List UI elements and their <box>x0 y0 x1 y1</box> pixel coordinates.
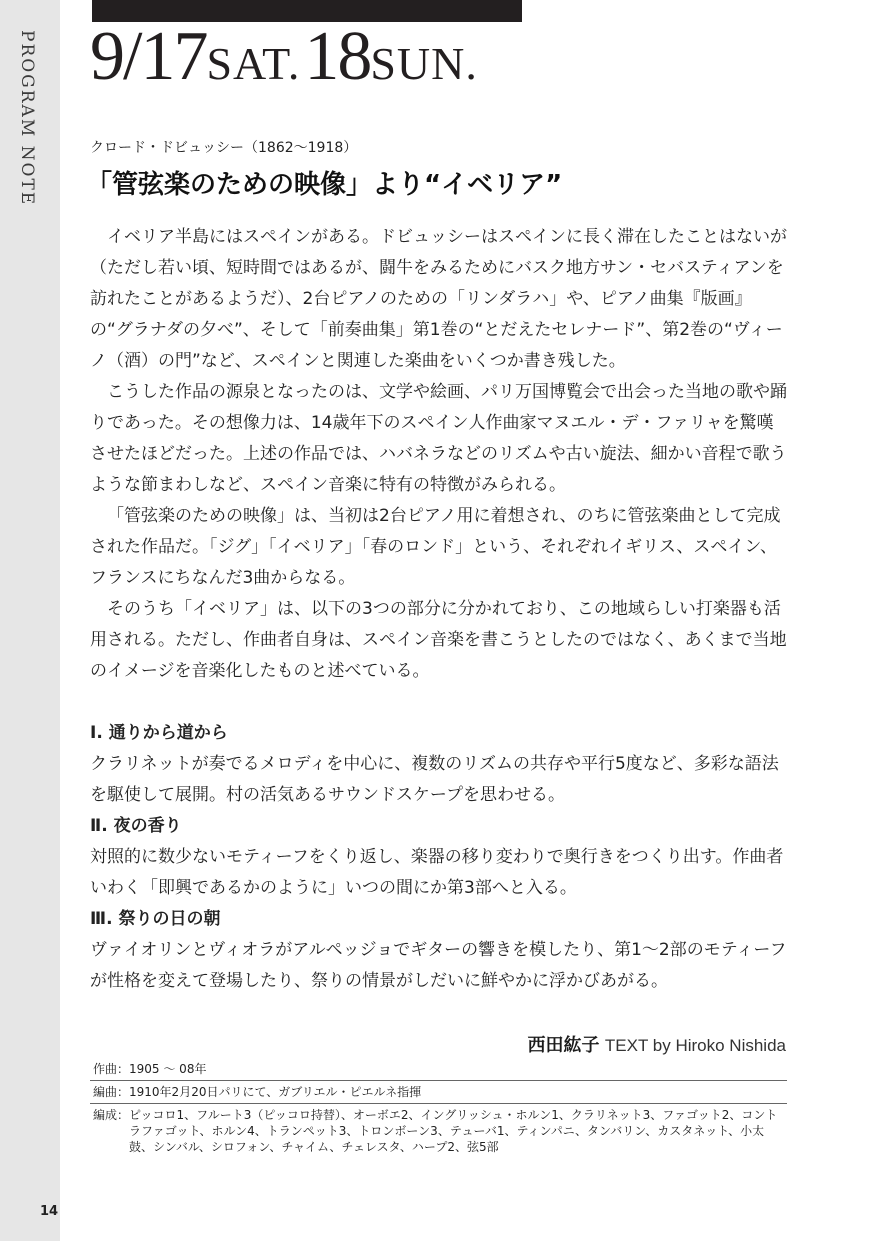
movement-title: Ⅲ. 祭りの日の朝 <box>90 909 221 929</box>
movement-list <box>90 718 790 997</box>
info-row-instrumentation <box>90 1104 787 1158</box>
movement-title: Ⅰ. 通りから道から <box>90 723 228 743</box>
work-info <box>90 1058 787 1158</box>
paragraph: 「管弦楽のための映像」は、当初は2台ピアノ用に着想され、のちに管弦楽曲として完成された作品だ。「ジグ」「イベリア」「春のロンド」という、それぞれイギリス、スペイン、フランスにちなんだ3曲からなる。 <box>90 506 781 588</box>
info-value: 1905 ～ 08年 <box>129 1062 207 1076</box>
author-name: 西田紘子 <box>527 1035 600 1056</box>
work-title: 「管弦楽のための映像」より“イベリア” <box>86 170 563 200</box>
movement-title: Ⅱ. 夜の香り <box>90 816 182 836</box>
program-note-body <box>90 222 790 687</box>
movement-description: 対照的に数少ないモティーフをくり返し、楽器の移り変わりで奥行きをつくり出す。作曲者いわく「即興であるかのように」いつの間にか第3部へと入る。 <box>90 847 784 898</box>
author-credit-text: TEXT by Hiroko Nishida <box>604 1036 786 1055</box>
day-label-2: SUN. <box>370 38 478 89</box>
date-second: 18 <box>304 18 371 95</box>
sidebar-title: PROGRAM NOTE <box>17 30 37 207</box>
composer-line: クロード・ドビュッシー（1862～1918） <box>90 140 358 156</box>
day-label-1: SAT. <box>206 38 301 89</box>
paragraph: イベリア半島にはスペインがある。ドビュッシーはスペインに長く滞在したことはないが（ただし若い頃、短時間ではあるが、闘牛をみるためにバスク地方サン・セバスティアンを訪れたことがあるようだ）、2台ピアノのための「リンダラハ」や、ピアノ曲集『版画』の“グラナダの夕べ”、そして「前奏曲集」第1巻の“とだえたセレナード”、第2巻の“ヴィーノ（酒）の門”など、スペインと関連した楽曲をいくつか書き残した。 <box>90 227 787 371</box>
info-row-arrangement <box>90 1081 787 1104</box>
paragraph: そのうち「イベリア」は、以下の3つの部分に分かれており、この地域らしい打楽器も活用される。ただし、作曲者自身は、スペイン音楽を書こうとしたのではなく、あくまで当地のイメージを音楽化したものと述べている。 <box>90 599 787 681</box>
info-row-composition <box>90 1058 787 1081</box>
info-label: 編曲： <box>93 1085 130 1099</box>
movement-description: ヴァイオリンとヴィオラがアルペッジョでギターの響きを模したり、第1～2部のモティーフが性格を変えて登場したり、祭りの情景がしだいに鮮やかに浮かびあがる。 <box>90 940 787 991</box>
info-value: 1910年2月20日パリにて、ガブリエル・ピエルネ指揮 <box>129 1085 422 1099</box>
info-label: 編成： <box>93 1108 130 1122</box>
paragraph: こうした作品の源泉となったのは、文学や絵画、パリ万国博覧会で出会った当地の歌や踊りであった。その想像力は、14歳年下のスペイン人作曲家マヌエル・デ・ファリャを驚嘆させたほどだった。上述の作品では、ハバネラなどのリズムや古い旋法、細かい音程で歌うような節まわしなど、スペイン音楽に特有の特徴がみられる。 <box>90 382 787 495</box>
author-credit <box>510 1031 786 1057</box>
page-number: 14 <box>40 1204 59 1219</box>
info-value: ピッコロ1、フルート3（ピッコロ持替）、オーボエ2、イングリッシュ・ホルン1、クラリネット3、ファゴット2、コントラファゴット、ホルン4、トランペット3、トロンボーン3、テューバ1、ティンパニ、タンバリン、カスタネット、小太鼓、シンバル、シロフォン、チャイム、チェレスタ、ハープ2、弦5部 <box>129 1108 778 1154</box>
info-label: 作曲： <box>93 1062 130 1076</box>
date-heading <box>90 18 478 95</box>
movement-description: クラリネットが奏でるメロディを中心に、複数のリズムの共存や平行5度など、多彩な語法を駆使して展開。村の活気あるサウンドスケープを思わせる。 <box>90 754 779 805</box>
date-main: 9/17 <box>90 18 207 95</box>
